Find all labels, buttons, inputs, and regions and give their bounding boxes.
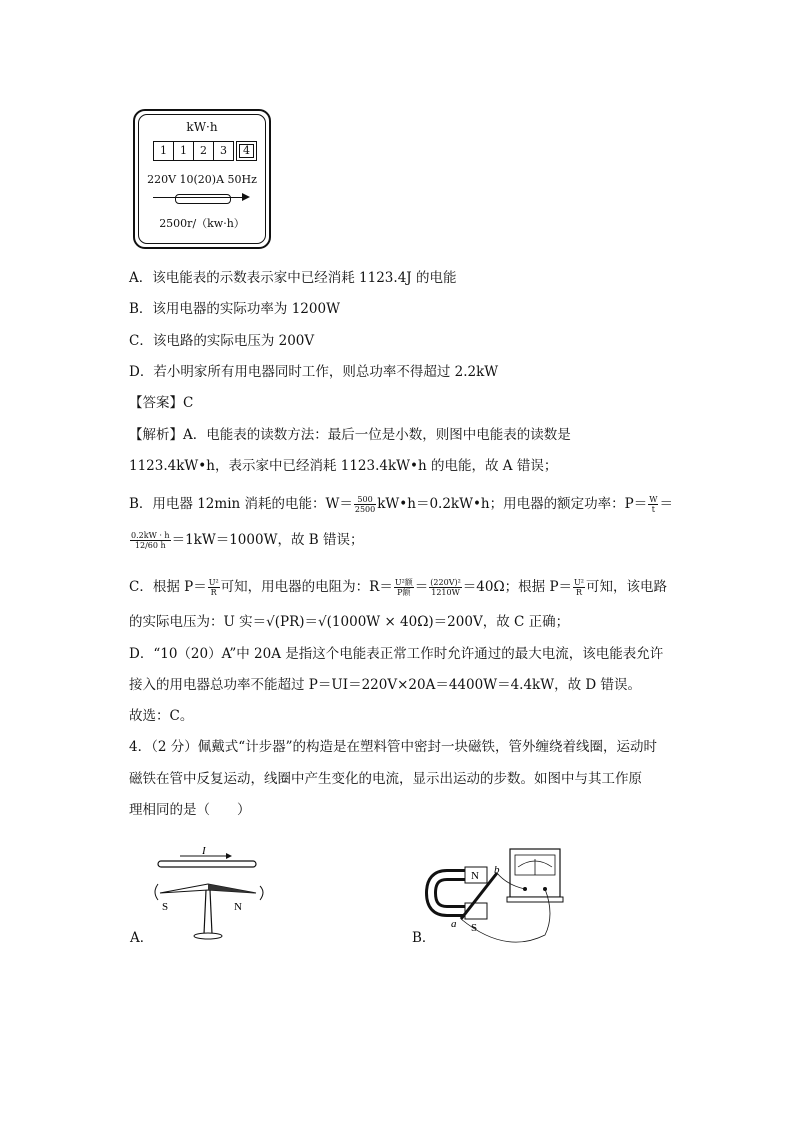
option-a: A．该电能表的示数表示家中已经消耗 1123.4J 的电能 bbox=[129, 270, 457, 286]
meter-digit: 3 bbox=[213, 141, 234, 161]
south-pole-label: S bbox=[471, 922, 478, 934]
analysis-c-line1: C．根据 P＝ $\frac{\text{U²}}{R}$ 可知，用电器的电阻为：R＝ $\frac{\text{U²额}}{\text{P额}}$ ＝ $\frac{\text{(220V)²}}{1210W}$ ＝40Ω；根据 P＝ $\frac{\text{U²}}{R}$ 可知，该电路 bbox=[129, 578, 667, 597]
meter-decimal-digit: 4 bbox=[236, 141, 257, 161]
analysis-c-line2: 的实际电压为：U 实＝√(PR)＝√(1000W × 40Ω)＝200V，故 C 正确； bbox=[129, 614, 570, 630]
analysis-a-line1: 【解析】A．电能表的读数方法：最后一位是小数，则图中电能表的读数是 bbox=[129, 427, 571, 443]
analysis-a-line2: 1123.4kW•h，表示家中已经消耗 1123.4kW•h 的电能，故 A 错误； bbox=[129, 458, 558, 474]
option-c: C．该电路的实际电压为 200V bbox=[129, 333, 315, 349]
meter-digits bbox=[153, 141, 256, 161]
analysis-b-line1: B．用电器 12min 消耗的电能：W＝ $\frac{500}{2500}$ kW•h＝0.2kW•h；用电器的额定功率：P＝ $\frac{W}{t}$ ＝ bbox=[129, 495, 673, 514]
fraction: $\frac{500}{2500}$ bbox=[354, 495, 376, 514]
electric-meter-figure bbox=[133, 109, 271, 249]
meter-digit: 1 bbox=[153, 141, 174, 161]
north-pole-label: N bbox=[471, 870, 479, 882]
answer: 【答案】C bbox=[129, 395, 194, 411]
analysis-choice: 故选：C。 bbox=[129, 708, 194, 724]
meter-digit: 2 bbox=[193, 141, 214, 161]
current-label: I bbox=[202, 845, 206, 857]
fraction: $\frac{\text{U²}}{R}$ bbox=[574, 578, 584, 597]
figure-a-compass bbox=[140, 840, 290, 950]
meter-unit: kW·h bbox=[186, 120, 218, 134]
fraction: $\frac{W}{t}$ bbox=[649, 495, 658, 514]
fraction: $\frac{0.2kW \cdot h}{12/60 h}$ bbox=[131, 531, 170, 550]
analysis-d-line1: D．“10（20）A”中 20A 是指这个电能表正常工作时允许通过的最大电流，该电能表允许 bbox=[129, 646, 664, 662]
point-a-label: a bbox=[451, 918, 457, 930]
wire bbox=[158, 861, 256, 867]
option-b: B．该用电器的实际功率为 1200W bbox=[129, 301, 340, 317]
meter-digit: 1 bbox=[173, 141, 194, 161]
rotation-arrow-icon bbox=[155, 884, 158, 900]
meter-spec: 220V 10(20)A 50Hz bbox=[147, 173, 257, 186]
meter-revolutions: 2500r/（kw·h） bbox=[159, 217, 245, 230]
fraction: $\frac{\text{U²}}{R}$ bbox=[208, 578, 219, 597]
figure-b-label: B． bbox=[412, 930, 436, 946]
fraction: $\frac{\text{(220V)²}}{1210W}$ bbox=[430, 578, 461, 597]
figure-b-induction bbox=[425, 845, 580, 950]
south-pole-label: S bbox=[162, 901, 169, 913]
question4-line3: 理相同的是（ ） bbox=[129, 802, 251, 818]
meter-disc bbox=[175, 194, 231, 204]
rotation-arrow-icon bbox=[260, 886, 263, 900]
figure-a-label: A． bbox=[130, 930, 154, 946]
north-pole-label: N bbox=[234, 901, 242, 913]
question4-line2: 磁铁在管中反复运动，线圈中产生变化的电流，显示出运动的步数。如图中与其工作原 bbox=[129, 771, 642, 787]
question4-line1: 4．（2 分）佩戴式“计步器”的构造是在塑料管中密封一块磁铁，管外缠绕着线圈，运动时 bbox=[129, 739, 658, 755]
compass-base bbox=[194, 933, 222, 939]
analysis-d-line2: 接入的用电器总功率不能超过 P＝UI＝220V×20A＝4400W＝4.4kW，故 D 错误。 bbox=[129, 677, 642, 693]
analysis-b-line2: $\frac{0.2kW \cdot h}{12/60 h}$ ＝1kW＝1000W，故 B 错误； bbox=[131, 531, 364, 550]
fraction: $\frac{\text{U²额}}{\text{P额}}$ bbox=[394, 578, 413, 597]
option-d: D．若小明家所有用电器同时工作，则总功率不得超过 2.2kW bbox=[129, 364, 499, 380]
point-b-label: b bbox=[494, 864, 500, 876]
